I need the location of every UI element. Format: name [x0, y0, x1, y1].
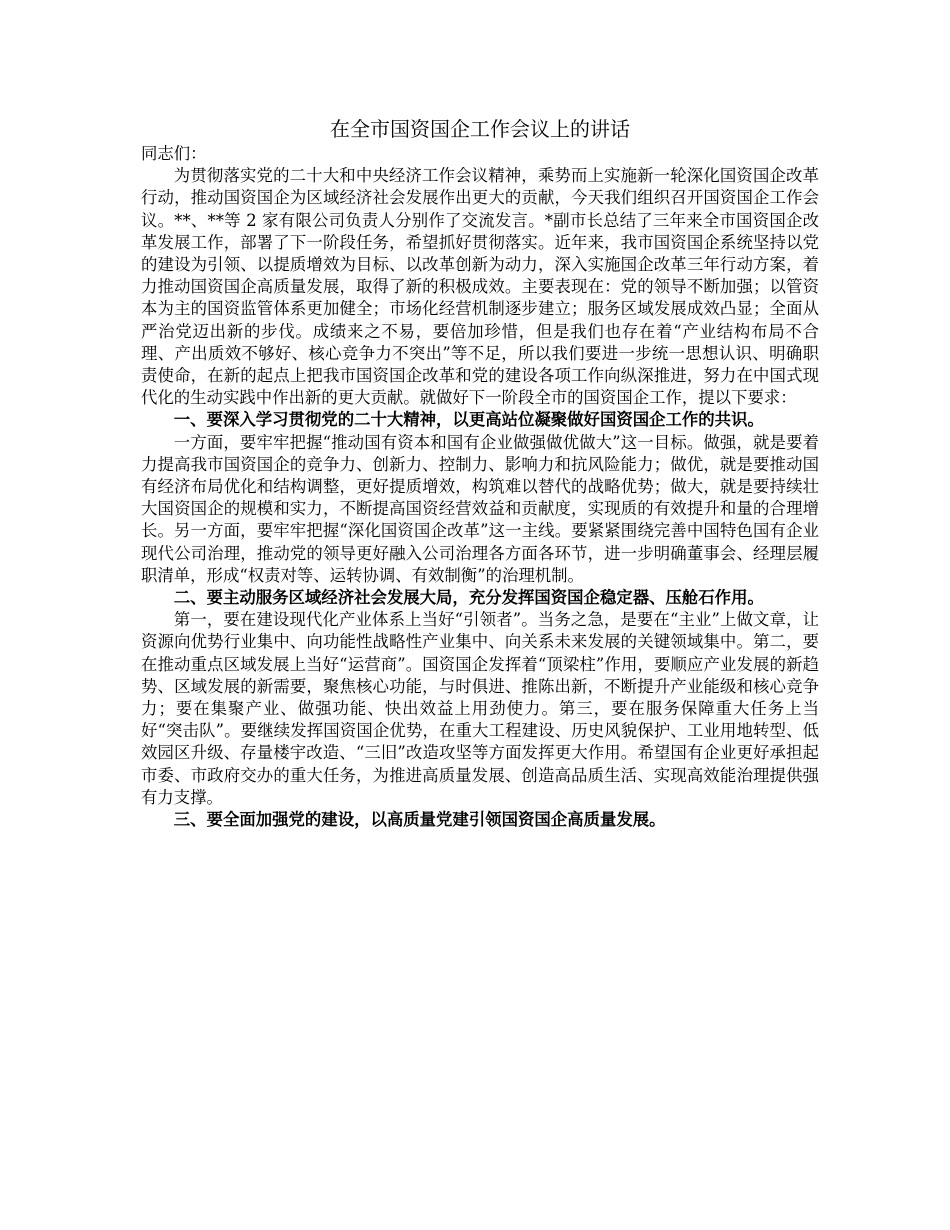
document-page	[141, 115, 819, 831]
salutation: 同志们：	[141, 144, 207, 163]
section-3-heading: 三、要全面加强党的建设，以高质量党建引领国资国企高质量发展。	[173, 810, 666, 830]
section-1-body: 一方面，要牢牢把握“推动国有资本和国有企业做强做优做大”这一目标。做强，就是要着力提高我市国资国企的竞争力、创新力、控制力、影响力和抗风险能力；做优，就是要推动国有经济布局优化和结构调整，更好提质增效，构筑难以替代的战略优势；做大，就是要持续壮大国资国企的规模和实力，不断提高国资经营效益和贡献度，实现质的有效提升和量的合理增长。另一方面，要牢牢把握“深化国资国企改革”这一主线。要紧紧围绕完善中国特色国有企业现代公司治理，推动党的领导更好融入公司治理各方面各环节，进一步明确董事会、经理层履职清单，形成“权责对等、运转协调、有效制衡”的治理机制。	[141, 432, 819, 585]
intro-paragraph: 为贯彻落实党的二十大和中央经济工作会议精神，乘势而上实施新一轮深化国资国企改革行动，推动国资国企为区域经济社会发展作出更大的贡献，今天我们组织召开国资国企工作会议。**、**等 2 家有限公司负责人分别作了交流发言。*副市长总结了三年来全市国资国企改革发展工作，部署了下一阶段任务，希望抓好贯彻落实。近年来，我市国资国企系统坚持以党的建设为引领、以提质增效为目标、以改革创新为动力，深入实施国企改革三年行动方案，着力推动国资国企高质量发展，取得了新的积极成效。主要表现在：党的领导不断加强；以管资本为主的国资监管体系更加健全；市场化经营机制逐步建立；服务区域发展成效凸显；全面从严治党迈出新的步伐。成绩来之不易，要倍加珍惜，但是我们也存在着“产业结构布局不合理、产出质效不够好、核心竞争力不突出”等不足，所以我们要进一步统一思想认识、明确职责使命，在新的起点上把我市国资国企改革和党的建设各项工作向纵深推进，努力在中国式现代化的生动实践中作出新的更大贡献。就做好下一阶段全市的国资国企工作，提以下要求：	[141, 166, 819, 408]
section-1-heading: 一、要深入学习贯彻党的二十大精神，以更高站位凝聚做好国资国企工作的共识。	[173, 410, 764, 430]
section-2-heading: 二、要主动服务区域经济社会发展大局，充分发挥国资国企稳定器、压舱石作用。	[173, 588, 764, 608]
section-2-body: 第一，要在建设现代化产业体系上当好“引领者”。当务之急，是要在“主业”上做文章，让资源向优势行业集中、向功能性战略性产业集中、向关系未来发展的关键领域集中。第二，要在推动重点区域发展上当好“运营商”。国资国企发挥着“顶梁柱”作用，要顺应产业发展的新趋势、区域发展的新需要，聚焦核心功能，与时俱进、推陈出新，不断提升产业能级和核心竞争力；要在集聚产业、做强功能、快出效益上用劲使力。第三，要在服务保障重大任务上当好“突击队”。要继续发挥国资国企优势，在重大工程建设、历史风貌保护、工业用地转型、低效园区升级、存量楼宇改造、“三旧”改造攻坚等方面发挥更大作用。希望国有企业更好承担起市委、市政府交办的重大任务，为推进高质量发展、创造高品质生活、实现高效能治理提供强有力支撑。	[141, 610, 819, 807]
document-title: 在全市国资国企工作会议上的讲话	[330, 117, 630, 141]
